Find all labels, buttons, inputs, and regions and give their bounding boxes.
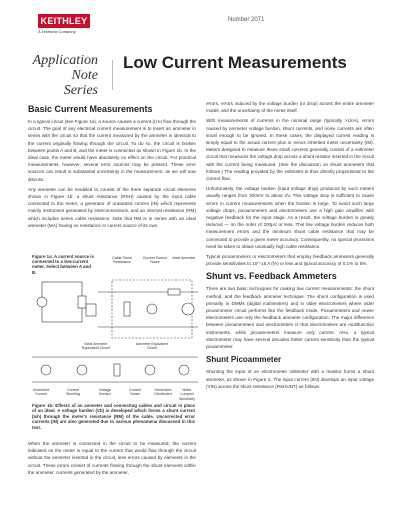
right-column — [206, 100, 374, 393]
paragraph: Typical picoammeters or electrometers that employ feedback ammeters generally provide sensitivities to 10^-15 A (fA) or less and typical accuracy of 0.1% to 5%. — [206, 254, 374, 267]
fig-label-source-noise: Current Source Noise — [142, 256, 168, 265]
paragraph: When the ammeter is connected in the circuit to be measured, the current indicated on the meter is equal to the current that would flow through the circuit without the ammeter inserted in the circuit, less errors caused by elements in the circuit. These errors consist of currents flowing through the shunt elements within the ammeter, currents generated by the ammeter, — [28, 441, 196, 475]
fig-label-ideal-equivalent: Ideal Ammeter Equivalent Circuit — [82, 342, 110, 351]
fig-label-generated: Generated Distributed — [154, 388, 172, 397]
series-line2: Series — [63, 83, 98, 98]
series-label — [28, 53, 98, 98]
figure-1b-caption: Figure 1b: Effects of an ammeter and connecting cables and circuit in place of an ideal. A voltage burden (Vb) is developed which forms a shunt current (Ish) through the meter's resistance (RM) of the cable. Uncorrected error currents (IN) are also generated due to various phenomena discussed in this text. — [32, 403, 195, 430]
fig-label-ammeter-equivalent: Ammeter Equivalent Circuit — [135, 342, 169, 351]
figure-1b-circuit — [86, 280, 198, 338]
section-heading-shunt-feedback: Shunt vs. Feedback Ammeters — [206, 271, 337, 282]
keithley-logo: KEITHLEY — [38, 14, 90, 28]
fig-label-meter: Meter Lumped Sensitivity — [178, 388, 196, 401]
section-heading-basic: Basic Current Measurements — [28, 104, 153, 114]
paragraph: With measurements of currents in the nominal range (typically >1mA), errors caused by ammeter voltage burden, shunt currents, and noise currents are often small enough to be ignored. In these cases, the displayed current reading is simply equal to the actual current plus or minus inherited meter uncertainty (IM). Meters designed to measure these small currents generally consist of a voltmeter circuit that measures the voltage drop across a shunt resistor inserted in the circuit with the current being measured. (See the discussion on shunt ammeters that follows.) The reading provided by the voltmeter is thus directly proportional to the current flow. — [206, 118, 374, 182]
figure-1a-caption: Figure 1a: A current source is connected to a low-current meter. Select between A and B. — [32, 254, 94, 275]
fig-label-cable-shunt: Cable Shunt Resistance — [112, 256, 132, 265]
figure-1-bottom-circuit — [32, 357, 198, 382]
figure-1a-circuit — [37, 282, 86, 322]
left-column-bottom — [28, 440, 196, 479]
fig-label-voltage-burden: Voltage Burden — [99, 388, 111, 397]
paragraph: Shunting the input of an electrometer voltmeter with a resistor forms a shunt ammeter, as shown in Figure 2. The input current (IIN) develops an input voltage (VIN) across the shunt resistance (RSHUNT) as follows: — [206, 369, 374, 389]
logo-subtitle: A Tektronix Company — [38, 29, 76, 34]
fig-label-shunting: Current Shunting — [65, 388, 81, 397]
title-divider — [112, 60, 113, 90]
paragraph: There are two basic techniques for making low current measurements: the shunt method, and the feedback ammeter technique. The shunt configuration is used primarily in DMMs (digital multimeters) and in older electrometers where older picoammeter circuit performs like the feedback mode. Picoammeters and newer electrometers use only the feedback ammeter configuration. The major difference between picoammeters and electrometers is that electrometers are multifunction instruments, while picoammeters measure only current. Also, a typical electrometer may have several decades better current sensitivity than the typical picoammeter. — [206, 286, 374, 350]
fig-label-undesired: Undesired Current — [32, 388, 50, 397]
series-line1: Application Note — [32, 53, 98, 83]
fig-label-ideal-ammeter: Ideal Ammeter — [172, 256, 196, 260]
paragraph: errors, errors induced by the voltage burden (or drop) across the entire ammeter model, and the uncertainty of the meter itself. — [206, 101, 374, 114]
fig-label-current-noise: Current Noise — [129, 388, 141, 397]
section-heading-shunt-picoammeter: Shunt Picoammeter — [206, 355, 282, 365]
left-column-top — [28, 100, 196, 232]
page-title: Low Current Measurements — [123, 53, 347, 72]
paragraph: Unfortunately, the voltage burden (input voltage drop) produced by such meters usually ranges from 200mV to about 2V. This voltage drop is sufficient to cause errors in current measurements when the burden is large. To avoid such large voltage drops, picoammeters and electrometers use a high gain amplifier with negative feedback for the input stage. As a result, the voltage burden is greatly reduced — on the order of 200µV or less. This low voltage burden reduces both measurement errors and the minimum shunt cable resistance that may be connected to provide a given meter accuracy. Consequently, no special provisions need be taken to obtain unusually high cable resistance. — [206, 186, 374, 249]
document-number: Number 2071 — [228, 17, 265, 23]
paragraph: In a typical circuit (see Figure 1a), a source causes a current (I) to flow through the circuit. The goal of any electrical current measurement is to insert an ammeter in series with the circuit so that the current measured by the ammeter is identical to the current originally flowing through the circuit. To do so, the circuit is broken between points A and B, and the meter is connected as shown in Figure 1b. In the ideal case, the meter would have absolutely no effect on the circuit. For practical measurements, however, several error sources may be present. These error sources can result in substantial uncertainty in the measurement, as we will now discuss. — [28, 119, 196, 182]
paragraph: Any ammeter can be modeled to consist of the three separate circuit elements shown in Figure 1b: a shunt resistance (RSH) caused by the input cable connected to the meter, a generator of unwanted current (IN) which represents mainly instrument generated by interconnections, and an internal resistance (RM) which includes series cable resistance. Note that RM is in series with an ideal ammeter (MA) having no resistance or current source of its own. — [28, 186, 196, 228]
figure-1-diagram — [28, 252, 198, 402]
